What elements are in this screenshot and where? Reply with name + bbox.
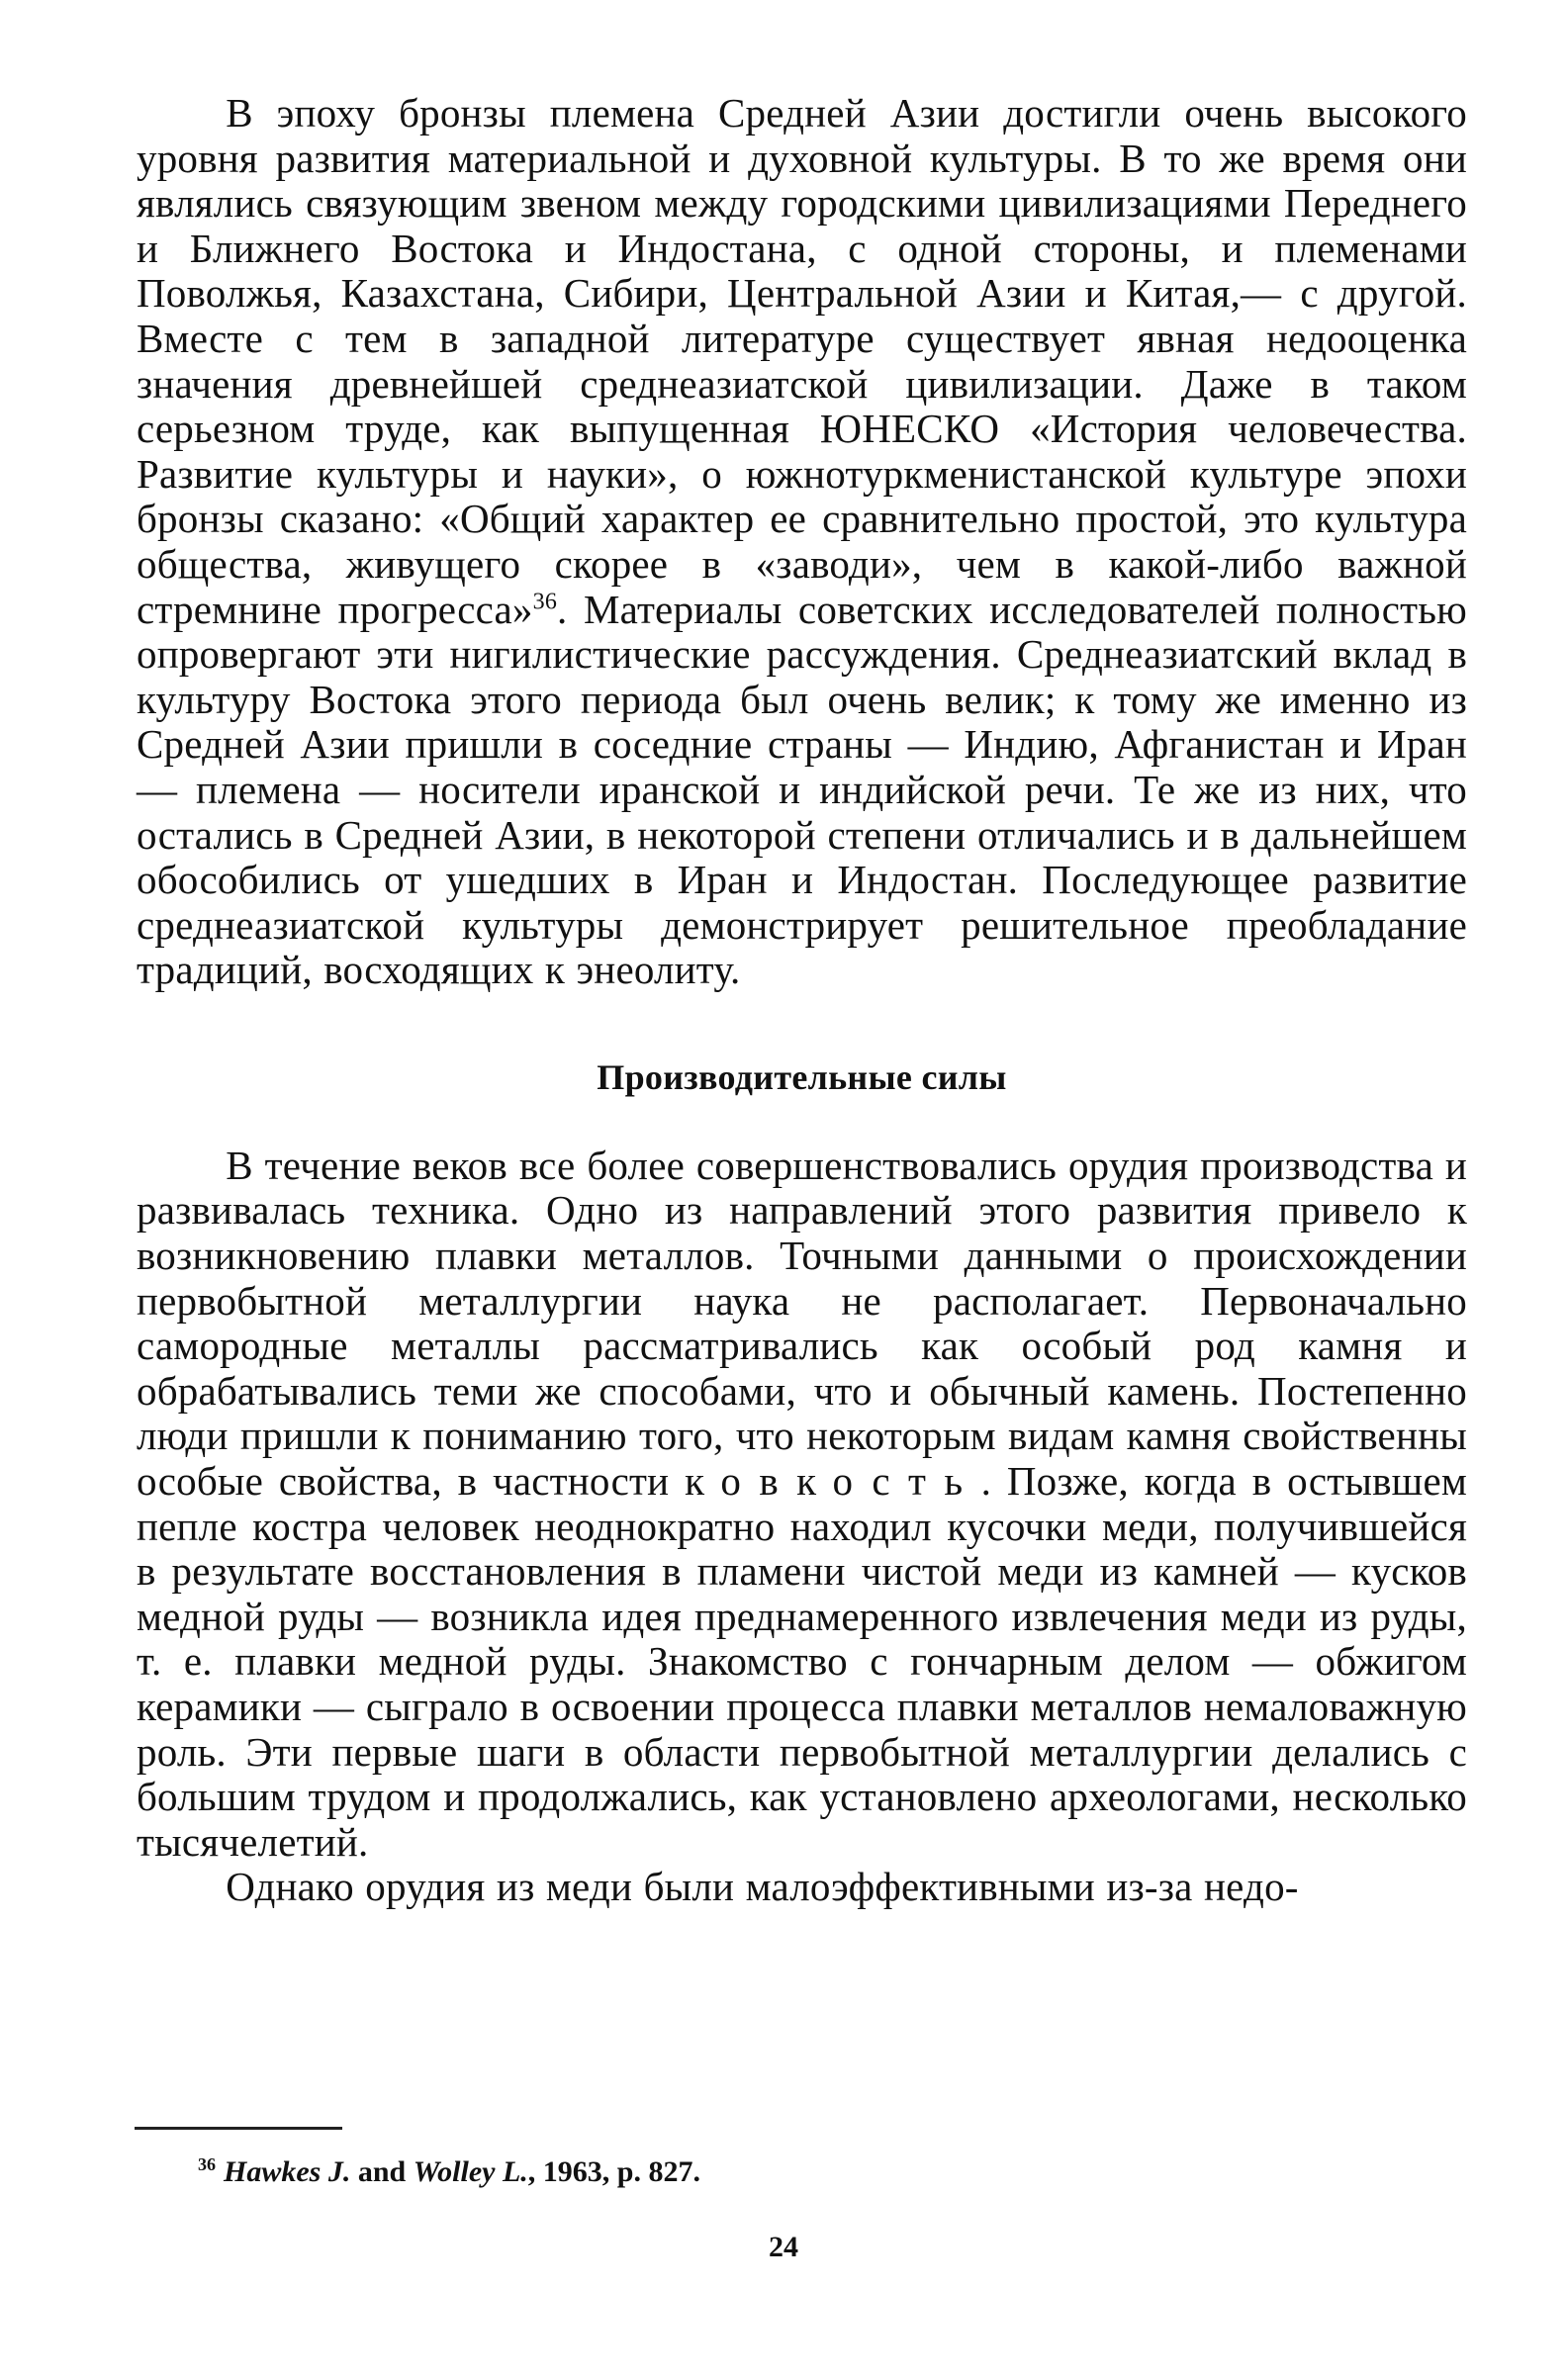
footnote-citation: , 1963, p. 827. bbox=[527, 2155, 700, 2188]
emphasized-term: ковкость bbox=[685, 1458, 981, 1505]
paragraph-text: В эпоху бронзы племена Средней Азии достигли очень высокого уровня развития материальной и духовной культуры. В то же время они являлись связующим звеном между городскими цивилизациями Переднего и Ближнего Востока и Индостана, с одной стороны, и племенами Поволжья, Казахстана, Сибири, Центральной Азии и Китая,— с другой. Вместе с тем в западной литературе существует явная недооценка значения древнейшей среднеазиатской цивилизации. Даже в таком серьезном труде, как выпущенная ЮНЕСКО «История человечества. Развитие культуры и науки», о южнотуркменистанской культуре эпохи бронзы сказано: «Общий характер ее сравнительно простой, это культура общества, живущего скорее в «заводи», чем в какой-либо важной стремнине прогресса» bbox=[137, 90, 1467, 632]
section-heading: Производительные силы bbox=[597, 1056, 1007, 1097]
paragraph-copper-tools: Однако орудия из меди были малоэффективными из-за недо- bbox=[226, 1864, 1299, 1910]
footnote-author: Wolley L. bbox=[413, 2155, 528, 2188]
footnote-conjunction: and bbox=[357, 2155, 407, 2188]
paragraph-text: . Позже, когда в остывшем пепле костра человек неоднократно находил кусочки меди, получившейся в результате восстановления в пламени чистой меди из камней — кусков медной руды — возникла идея преднамеренного извлечения меди из руды, т. е. плавки медной руды. Знакомство с гончарным делом — обжигом керамики — сыграло в освоении процесса плавки металлов немаловажную роль. Эти первые шаги в области первобытной металлургии делались с большим трудом и продолжались, как установлено археологами, несколько тысячелетий. bbox=[137, 1458, 1467, 1865]
paragraph-text: . Материалы советских исследователей полностью опровергают эти нигилистические рассуждения. Среднеазиатский вклад в культуру Востока этого периода был очень велик; к тому же именно из Средней Азии пришли в соседние страны — Индию, Афганистан и Иран — племена — носители иранской и индийской речи. Те же из них, что остались в Средней Азии, в некоторой степени отличались и в дальнейшем обособились от ушедших в Иран и Индостан. Последующее развитие среднеазиатской культуры демонстрирует решительное преобладание традиций, восходящих к энеолиту. bbox=[137, 586, 1467, 993]
footnote-divider bbox=[135, 2127, 342, 2130]
footnote-author: Hawkes J. bbox=[224, 2155, 351, 2188]
paragraph-productive-forces bbox=[137, 1144, 1467, 1866]
footnote bbox=[198, 2147, 700, 2190]
page-number: 24 bbox=[769, 2231, 798, 2263]
paragraph-text: В течение веков все более совершенствовались орудия производства и развивалась техника. Одно из направлений этого развития привело к возникновению плавки металлов. Точными данными о происхождении первобытной металлургии наука не располагает. Первоначально самородные металлы рассматривались как особый род камня и обрабатывались теми же способами, что и обычный камень. Постепенно люди пришли к пониманию того, что некоторым видам камня свойственны особые свойства, в частности bbox=[137, 1142, 1467, 1505]
page-body bbox=[137, 91, 1467, 1910]
footnote-number: 36 bbox=[198, 2154, 216, 2174]
footnote-reference: 36 bbox=[532, 588, 558, 614]
paragraph-bronze-age bbox=[137, 91, 1467, 993]
